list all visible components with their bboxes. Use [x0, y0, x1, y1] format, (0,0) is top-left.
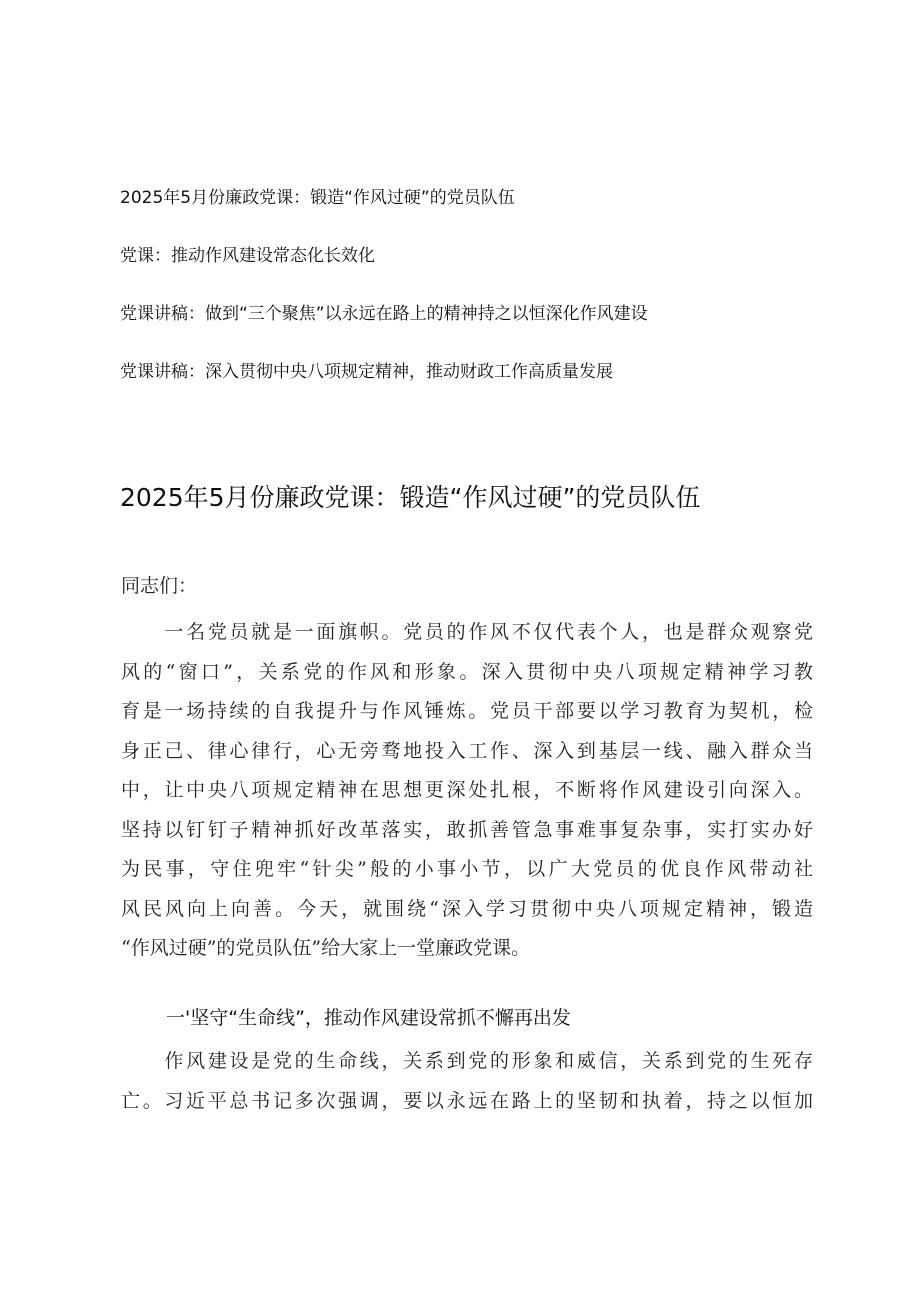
table-of-contents — [120, 186, 820, 418]
paragraph-line: 身正己、律心律行，心无旁骛地投入工作、深入到基层一线、融入群众当 — [121, 739, 813, 762]
paragraph-line: 风民风向上向善。今天，就围绕“深入学习贯彻中央八项规定精神，锻造 — [121, 897, 813, 920]
paragraph-line: 育是一场持续的自我提升与作风锤炼。党员干部要以学习教育为契机，检 — [121, 700, 813, 722]
paragraph-line: “作风过硬”的党员队伍”给大家上一堂廉政党课。 — [121, 937, 531, 959]
paragraph-line: 为民事，守住兜牢“针尖”般的小事小节，以广大党员的优良作风带动社 — [121, 858, 813, 880]
paragraph-1 — [121, 613, 813, 969]
paragraph-line: 亡。习近平总书记多次强调，要以永远在路上的坚韧和执着，持之以恒加 — [121, 1089, 813, 1112]
toc-item[interactable]: 党课讲稿：做到“三个聚焦”以永远在路上的精神持之以恒深化作风建设 — [120, 304, 648, 324]
paragraph-line: 风的“窗口”，关系党的作风和形象。深入贯彻中央八项规定精神学习教 — [121, 660, 813, 683]
paragraph-line: 作风建设是党的生命线，关系到党的形象和威信，关系到党的生死存 — [121, 1050, 813, 1072]
salutation: 同志们： — [121, 575, 198, 597]
toc-item[interactable]: 党课讲稿：深入贯彻中央八项规定精神，推动财政工作高质量发展 — [120, 362, 613, 382]
section-heading: 一'坚守“生命线”，推动作风建设常抓不懈再出发 — [166, 1007, 571, 1029]
paragraph-line: 中，让中央八项规定精神在思想更深处扎根，不断将作风建设引向深入。 — [121, 779, 813, 801]
paragraph-line: 坚持以钉钉子精神抓好改革落实，敢抓善管急事难事复杂事，实打实办好 — [121, 818, 813, 841]
paragraph-line: 一名党员就是一面旗帜。党员的作风不仅代表个人，也是群众观察党 — [121, 621, 813, 643]
article-title: 2025年5月份廉政党课：锻造“作风过硬”的党员队伍 — [120, 483, 701, 512]
paragraph-2 — [121, 1042, 813, 1121]
toc-item[interactable]: 2025年5月份廉政党课：锻造“作风过硬”的党员队伍 — [120, 188, 515, 208]
toc-item[interactable]: 党课：推动作风建设常态化长效化 — [120, 246, 375, 266]
